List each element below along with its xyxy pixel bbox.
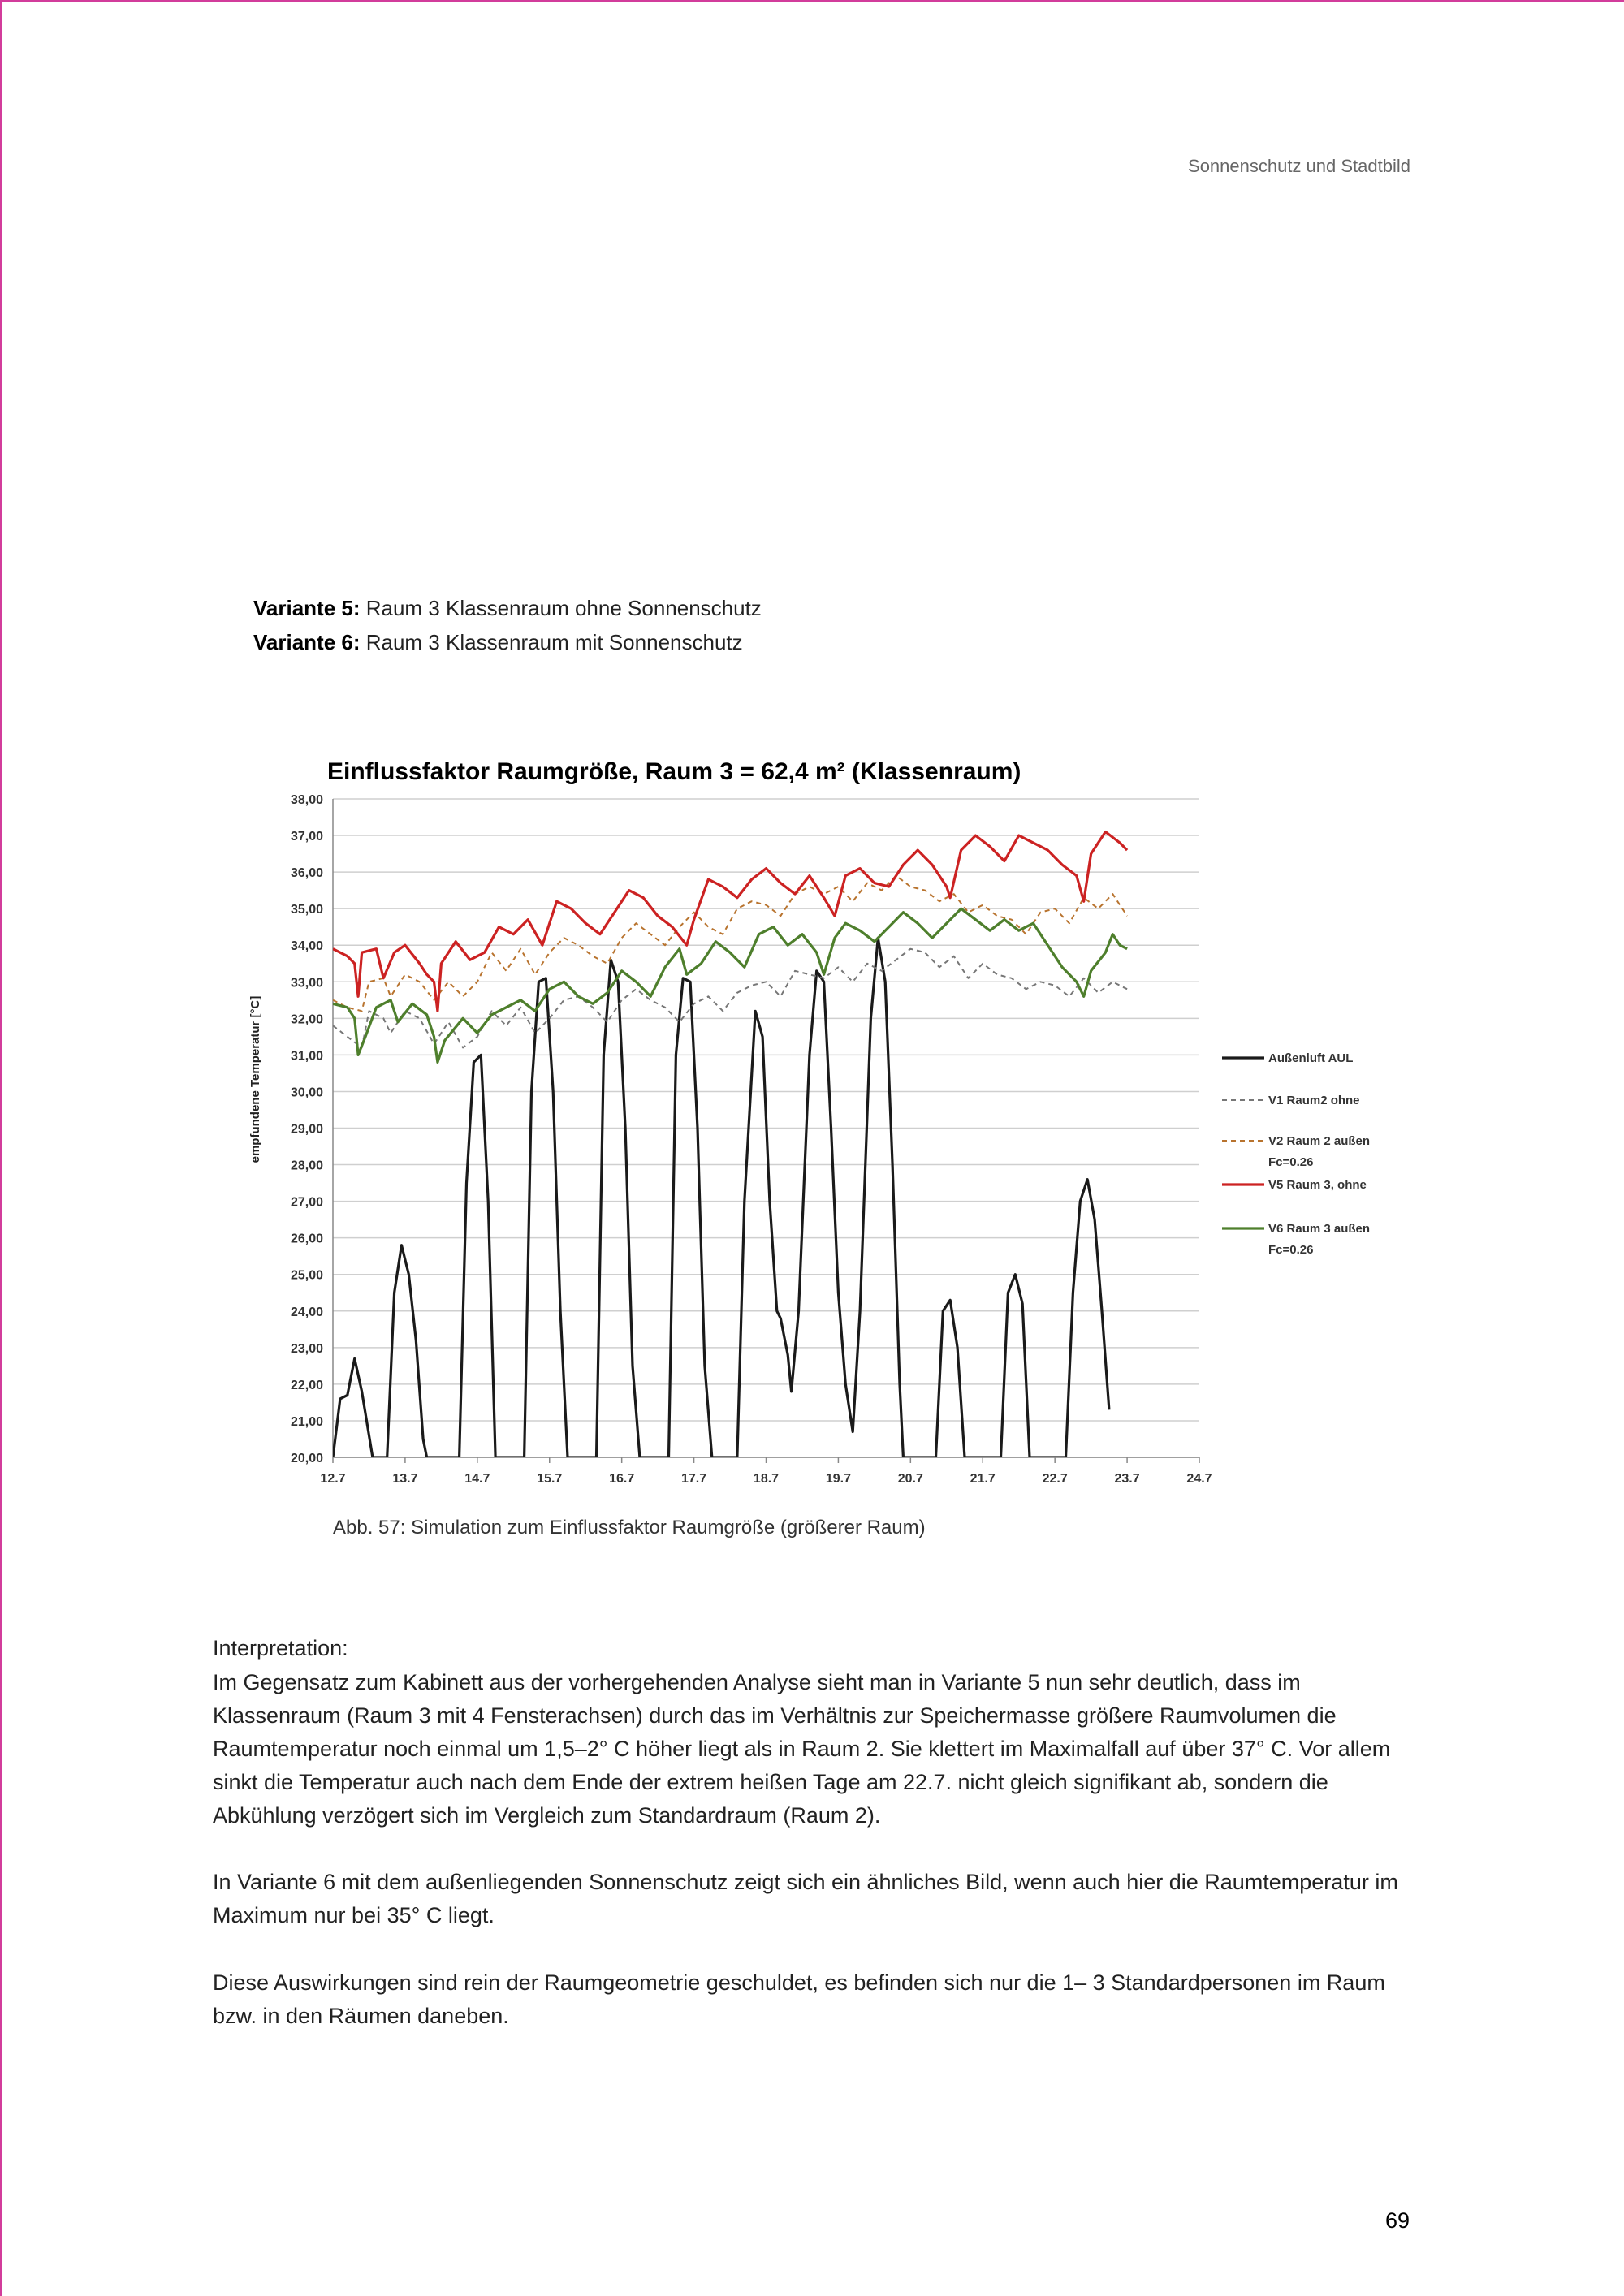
page-edge-top <box>0 0 1624 2</box>
variant-list <box>253 591 762 659</box>
x-tick-label: 23.7 <box>1114 1472 1140 1486</box>
interpretation-heading: Interpretation: <box>213 1636 348 1660</box>
x-tick-label: 15.7 <box>537 1472 563 1486</box>
y-tick-label: 26,00 <box>290 1232 323 1246</box>
variant-5-line <box>253 591 762 625</box>
y-tick-label: 22,00 <box>290 1378 323 1392</box>
running-head: Sonnenschutz und Stadtbild <box>1188 156 1410 176</box>
x-tick-label: 21.7 <box>970 1472 996 1486</box>
paragraph-3: Diese Auswirkungen sind rein der Raumgeometrie geschuldet, es befinden sich nur die 1– 3 Standardpersonen im Raum bzw. in den Räumen daneben. <box>213 1970 1385 2028</box>
y-tick-label: 20,00 <box>290 1452 323 1465</box>
legend-label: Fc=0.26 <box>1268 1243 1314 1257</box>
y-tick-label: 35,00 <box>290 903 323 917</box>
y-tick-label: 32,00 <box>290 1012 323 1027</box>
y-tick-label: 24,00 <box>290 1305 323 1319</box>
variant-5-label: Variante 5: <box>253 596 361 620</box>
y-tick-label: 38,00 <box>290 793 323 807</box>
variant-6-label: Variante 6: <box>253 630 361 654</box>
x-tick-label: 14.7 <box>464 1472 490 1486</box>
temperature-chart <box>240 745 1371 1492</box>
x-tick-label: 17.7 <box>681 1472 707 1486</box>
y-tick-label: 28,00 <box>290 1159 323 1173</box>
legend-label: V6 Raum 3 außen <box>1268 1222 1371 1236</box>
chart-title: Einflussfaktor Raumgröße, Raum 3 = 62,4 m² (Klassenraum) <box>327 758 1021 785</box>
y-tick-label: 30,00 <box>290 1085 323 1100</box>
y-tick-label: 33,00 <box>290 976 323 990</box>
y-tick-label: 34,00 <box>290 939 323 954</box>
x-tick-label: 13.7 <box>392 1472 418 1486</box>
paragraph-2: In Variante 6 mit dem außenliegenden Sonnenschutz zeigt sich ein ähnliches Bild, wenn auch hier die Raumtemperatur im Maximum nur bei 35° C liegt. <box>213 1870 1398 1927</box>
page-edge-left <box>0 0 2 2296</box>
y-tick-label: 37,00 <box>290 830 323 844</box>
legend-label: V2 Raum 2 außen <box>1268 1134 1371 1148</box>
y-tick-label: 29,00 <box>290 1122 323 1137</box>
legend-label: V5 Raum 3, ohne <box>1268 1178 1367 1192</box>
x-tick-label: 22.7 <box>1042 1472 1068 1486</box>
x-tick-label: 20.7 <box>897 1472 923 1486</box>
y-tick-label: 27,00 <box>290 1195 323 1210</box>
interpretation-title <box>213 1632 1415 1665</box>
x-tick-label: 12.7 <box>320 1472 346 1486</box>
variant-6-line <box>253 625 762 659</box>
y-tick-label: 36,00 <box>290 866 323 881</box>
variant-5-text: Raum 3 Klassenraum ohne Sonnenschutz <box>360 596 762 620</box>
legend-label: Fc=0.26 <box>1268 1155 1314 1169</box>
variant-6-text: Raum 3 Klassenraum mit Sonnenschutz <box>360 630 743 654</box>
y-tick-label: 23,00 <box>290 1341 323 1356</box>
x-tick-label: 18.7 <box>753 1472 780 1486</box>
paragraph-1: Im Gegensatz zum Kabinett aus der vorhergehenden Analyse sieht man in Variante 5 nun sehr deutlich, dass im Klassenraum (Raum 3 mit 4 Fensterachsen) durch das im Verhältnis zur Speichermasse größere Raumvolumen die Raumtemperatur noch einmal um 1,5–2° C höher liegt als in Raum 2. Sie klettert im Maximalfall auf über 37° C. Vor allem sinkt die Temperatur auch nach dem Ende der extrem heißen Tage am 22.7. nicht gleich signifikant ab, sondern die Abkühlung verzögert sich im Vergleich zum Standardraum (Raum 2). <box>213 1670 1391 1828</box>
series-line-3 <box>333 876 1127 1012</box>
chart-svg <box>240 745 1371 1492</box>
series-line-1 <box>333 938 1109 1457</box>
x-tick-label: 19.7 <box>825 1472 851 1486</box>
page-number: 69 <box>1384 2208 1410 2233</box>
x-tick-label: 16.7 <box>609 1472 635 1486</box>
figure-caption: Abb. 57: Simulation zum Einflussfaktor Raumgröße (größerer Raum) <box>333 1517 926 1539</box>
x-tick-label: 24.7 <box>1186 1472 1212 1486</box>
y-axis-label: empfundene Temperatur [°C] <box>248 995 262 1163</box>
y-tick-label: 21,00 <box>290 1414 323 1429</box>
y-tick-label: 25,00 <box>290 1268 323 1283</box>
legend-label: V1 Raum2 ohne <box>1268 1094 1360 1107</box>
legend-label: Außenluft AUL <box>1268 1051 1354 1065</box>
y-tick-label: 31,00 <box>290 1049 323 1064</box>
